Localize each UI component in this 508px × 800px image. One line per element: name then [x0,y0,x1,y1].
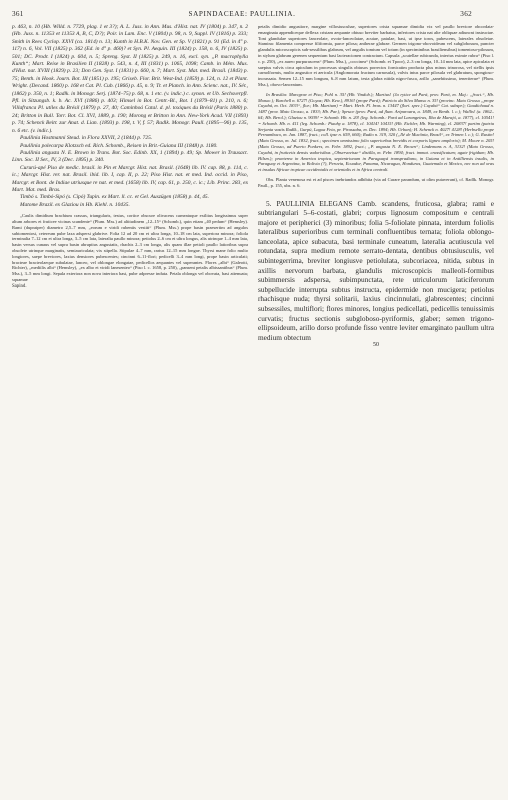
description-continuation: petalis dimidio angustiore, margine villosiuscuhae, superiores crista squamae dimidia vix vel paullo breviore obcordata-emarginata appendiceque deflexa cristam aequante obtuso breviter barbatus, inferiores crista nat alte obliquae adiuncnt instructae. Toni glandulae superiores lanceolate, ovoto-lanceolatae, acutae, patulae, basi, ut ipse toros, pubescens, laterales obsoletae. Stamina: filamenta compresse filiformia, parce pilosa; antherae glabrae. Germen trigono-obovoideum vel subglobosum, puncter glandulis microscopicis sub-sessilibus glabrum, vel angulis tomium vel totum (in speciminibus brasiliensibus) tomentoso-pilosum, in stylum glabrum gerenen sequentum basi lacteracionen contractum. Capsula „scutellae rubicunda, interius eximie rubra“ (Piso l. c. p. 250), „ex aureo purpurascens“ (Plum. Mss.), „coccinea“ (Schomb. et Tpoor), 2–3 cm longa, 10–14 mm lata, apice apiculata et saepius valvis circa apiculum in processus singulis obtusos porrectos fornicatim producta plus minus trinorosa, vel stellis ipsis carnolformis, multo angustior et aericula (Anglomorata fructum carnosula), valvis intus parce pilosula vel glabratum, spongioso-incrassata. Semen 12–15 mm longum, 6–8 mm latum, testa glabra nitida nigro-fusca, arillo „sanehtissimo, teneriterue“ (Plum. Mss.), obovo-lanceatum. [258,24,494,87]
description-paragraph: „Caulis dimidium brachium crassus, triangularis, testus, cortice obscure olivaceus carneatuque exilitus longissimus super altum arbores et fruticee vicinas scandente“ (Plum. Mss.) ad altitudinem „12–15“ (Schomb.), quin etiam „40 pedum“ (Hemsley). Rami (dupraiper) diametro 2,5–7 mm, „eorum e viridi rubentis vestiti“ (Plum. Mss.) prope basin praesertim ad angulos subtomentosi, cetereum pube laxa adspersi glabrive. Folia 12 ad 20 cm et ultra longa, 10–18 cm lata, superiora minora; foliola terminalia 7–12 cm et ultra longa, 3–5 cm lata, lateralia paullo minora; petiolus 2–6 cm et ultra longus, alis utrinque 1–4 mm lata, basin versus cunaus vel supra basin abruptius angustatis, rhachis 2–3 cm longa, alis quam illae petioli paullo latioribus supra obsolete utrinque marginatis, semiauriculata; vix stipella. Stipulae 4–7 mm, rarius 12–15 mm longae. Thyrsi mane folio multo longiores, saepe breviores, laxius densiores pubescentes; cincinni 6–11-flori; pedicelli 3–4 mm longi, prope basin articulati; bracteae bracteolaeque subulatae, lanceo, vel oblongae elongatae, pedicellos aequantes vel superantes. Flores „albi“ (Galeotti, Richter), „mediilis albi“ (Hemsley), „ex albo et viridi lanesenteo“ (Piso l. c. 1658, p. 250), „pansent petalis albissantibus“ (Plum. Mss.), 3–5 mm longi. Sepala exteriora non nova interiora basi, pube adpresse induta. Petala oblonga vel obovata, basi attenuata; squamae [12,213,248,282]
left-column [12,24,248,350]
page-header [12,10,494,18]
right-page-number: 362 [460,10,472,18]
vernacular-cururu: Cururú-apé Piso de medic. brasil. in Pin et Marcgr. Hist. nat. Brasil. (1648) lib. IV. cap. 88, p. 114, c. ic.; Marcgr. Hist. rer. nat. Brasil. ibid. lib. I, cap. II, p. 22; Piso Hist. nat. et med. Ind. occid. in Piso, Marcgr. et Bont. de Indiae utriusque re nat. et med. (1658) lib. IV, cap. 61, p. 250, c. ic.; Lib. Princ. 283, ex Mart. Mat. med. Bras. [12,164,248,193]
synonym-polecarpa: Paullinia polecarpa Klotzsch ed. Rich. Schomb., Reisen in Brit.-Guiana III (1848) p. 1180. [20,142,218,149]
synonym-angusta: Paullinia angusta N. E. Brown in Trans. Bot. Soc. Edinb. XX, 1 (1894) p. 49; Sp. Mower in Trausact. Linn. Soc. II Ser., IV, 3 (Dec. 1895) p. 340. [12,149,248,164]
observation-note: Obs. Planta venenosa est et ad pisces inebriandos adhibita (via ad Curare parandum, ut olim putaverunt), cf. Radlk. Monogr. Paull., p. 155, ubs. n. 6. [258,176,494,188]
right-column [258,24,494,350]
synonym-hostmanni: Paullinia Hostmanni Steud. in Flora XXVII, 2 (1844) p. 725. [20,135,153,142]
left-page-number: 361 [12,10,24,18]
vernacular-timbo: Timbó s. Timbó-Sipó (s. Cipó) Tupin. ex Mart. ll. cc. et Gel. Auszügen (1858) p. 44, 45. [20,194,209,201]
page-number: 50 [373,342,379,349]
running-title: SAPINDACEAE: PAULLINIA. [188,10,296,18]
references-block: p. 463, n. 10 (Hb. Willd. n. 7729, plag. 1 et 3?); A. L. Juss. in Ann. Mus. d'Hist. nat. IV (1804) p. 347, n. 2 (Hb. Juss. n. 11353 et 11353 A, B, C, D?); Poir. in Lam. Enc. V (1804) p. 98, n. 9, Suppl. IV (1816) p. 333; Smith in Rees Cyclop. XXVI (ca. 1814) n. 13; Kunth in H.B.K. Nov. Gen. et Sp. V (1821) p. 91 (Ed. in 4° p. 117) n. 6, Vol. VII (1825) p. 362 (Ed. in 4° p. 460)? et Syn. Pl. Aequin. III (1824) p. 158, n. 6, IV (1825) p. 501; DC. Prodr. I (1824) p. 604, n. 5; Spreng. Syst. II (1825) p. 249, n. 16, excl. syn. „P. macrophylla Kunth“; Mart. Reise in Brasilien II (1828) p. 543, n. 4, III (1831) p. 1065, 1098; Camb. in Mém. Mus. d'Hist. nat. XVIII (1829) p. 23; Don Gen. Syst. I (1831) p. 660, n. 7; Mart. Syst. Mat. med. Brasil. (1843) p. 75; Benth. in Hook. Journ. Bot. III (1851) p. 195; Griseb. Flor. Brit. West-Ind. (1859) p. 124, n. 12 et Plant. Wright. (Decand. 1860) p. 168 et Cat. Pl. Cub. (1866) p. 45, n. 9; Tr. et Planch. in Ann. Scienc. nat., IV. Sér., (1862) p. 350, n. 1; Radlk. in Monogr. Serj. (1874–75) p. 68, n. 1 etc. (v. indic.) c. synon. et Ub. Sechsverpfl. Pfl. in Sitzungsb. k. b. Ac. XVI (1886) p. 403; Himsel in Bot. Centr.-Bl., Bot. I (1879–81) p. 210, n. 6; Villafranca Pl. utiles du Brésil (1879) p. 27, 40; Caminhoá Catal. d. pl. toxiques du Brésil (Paris 1880) p. 24; Britton in Bull. Torr. Bot. Cl. XVI, 1889, p. 190; Morong et Britton in Ann. New-York Acad. VII (1893) p. 74; Schenck Beitr. zur Anat. d. Lian. (1893) p. 198, t. V, f. 57; Radlk. Monogr. Paull. (1895—96) p. 135, n. 6 etc. (v. indic.). [12,24,248,134]
localities-paragraph: In Brasilia: Marcgrav et Piso; Pohl n. 35! (Hb. Vindob.); Martius! (Ja rytice ad Pará, prov. Pará, m. Maj.: „fruct.“, Hb. Monac.); Burchell n. 6727! (Goyaz; Hb. Kew.), 8916! (prope Pará); Patricio da Silva Manso n. 35! (provinc. Mato Grosso „prope Cuyabá, m. Oct. 1833“, flor.; Hb. Martium) = Mart. Herb. Fl. bras. n. 13447 (flori. spec.) Cuyabá“ Cat. subspr.); Gaudichaud n. 1487 (prov. Mato Grosso, a. 1833; Hb. Par.); Spruce (prov. Pará, ad flum. Ariparoara, a. 1849, ex Benth. l. c.); Wallis! (a. 1862–64; Hb. Berol.); Glaziou n. 9039! = Schomb. Hb. n. 20! (leg. Schomb.: Pará ad Larangeiras, Ilha de Marajó, a. 1877), cl. 10541! = Schomb. Hb. n. 411 (leg. Schomb.: Piauhy a. 1878), cl. 10414! 10415! (Hb. Eichler, Hb. Warming), cl. 20837! partim (patria Serjania vastis Radlk., Gurpú, Lagoa Feia, pr. Pirassaba, m. Dec. 1894; Hb. Urban); H. Schenck n. 4027! 4128! (Herbsello prope Pernambuco, m. Jan. 1887, fruct.; coll. ipse n. 659, 660); Rudio n. 319, 320 („Ilé de Mucônia, Brasil“, ex Trimen l. c.); G. Rustin! (Mato Grosso, m. Jul. 1832, fruct.; specimen omnissimo folio superiorbus brevidis et corporis ligneo amplorio); M. Moore n. 205! (Mato Grosso, ad Puerto Ponkers, m. Febr. 1892, fruct.; „P. angusta N. E. Brown“; Lindemans n. A, 3132! (Mato Grosso, Cuyabá, in fruticetis densis vadorisibus „Observavisse“ distilla, m. Febr. 1894; fruct. immat. crassificatum; agate frigidum; Hb. Hilsm.); praeterea in America tropica, septentrionum in Paraguayá transpradiano, in Guiana et in Antilliensis insulis, in Paraguay et Argentina, in Bolivia (?), Peruvia, Ecuador, Panama, Nicaragua, Honduras, Guatemala et Mexico, nec non ad oras et insulas Africae tropicae occidentalis et orientalis et in Africa centrali. [258,91,494,173]
columns [12,24,494,350]
vernacular-matome: Matome Brazil. ex Glaziou in Hb. Kiehl. n. 10435. [20,201,130,208]
footer-signature: Sapind. [12,283,27,289]
species-paullinia-elegans: 5. PAULLINIA ELEGANS Camb. scandens, fruticosa, glabra; rami e subtriangulari 5–6-costati, glabri; corpus lignosum compositum e centrali majore et peripherici (3) minoribus; folia 5-foliolate pinnata, interdum foliolis lateralibus superioribus cum terminali confluentibus ternata; foliola oblongo-lanceolata, apice subacuta, basi terminale cuneatum, lateralia acutiuscula vel rotundata, supra medium remote serrato-dentata, dentibus obtusiusculis, vel subintegerrima, breviter longiusve petiolulata, subcoriacea, nitida, subtus in axillis nervorum barbata, glandulis microscopicis malleoli-formibus subimmersis adspersa, subimpunctata, rete utriculorum laticiferorum subpellucide interrupta subtus instructa, epidermide non mucigera; petiolus rhachisque nuda; thyrsi solitarii, laxius cincinnulati, glabrescentes; cincinni subsessiles, multiflori; flores minores, longius pedicellati, pedicellis tenuissimis curvatis; fructus sectionis subgloboso-pyriformis, glaber; semen trigono-ellipsoideum, arillo dorso profunde fisso ventre leviter emarginato paullum ultra medium obtectum [258,198,494,342]
